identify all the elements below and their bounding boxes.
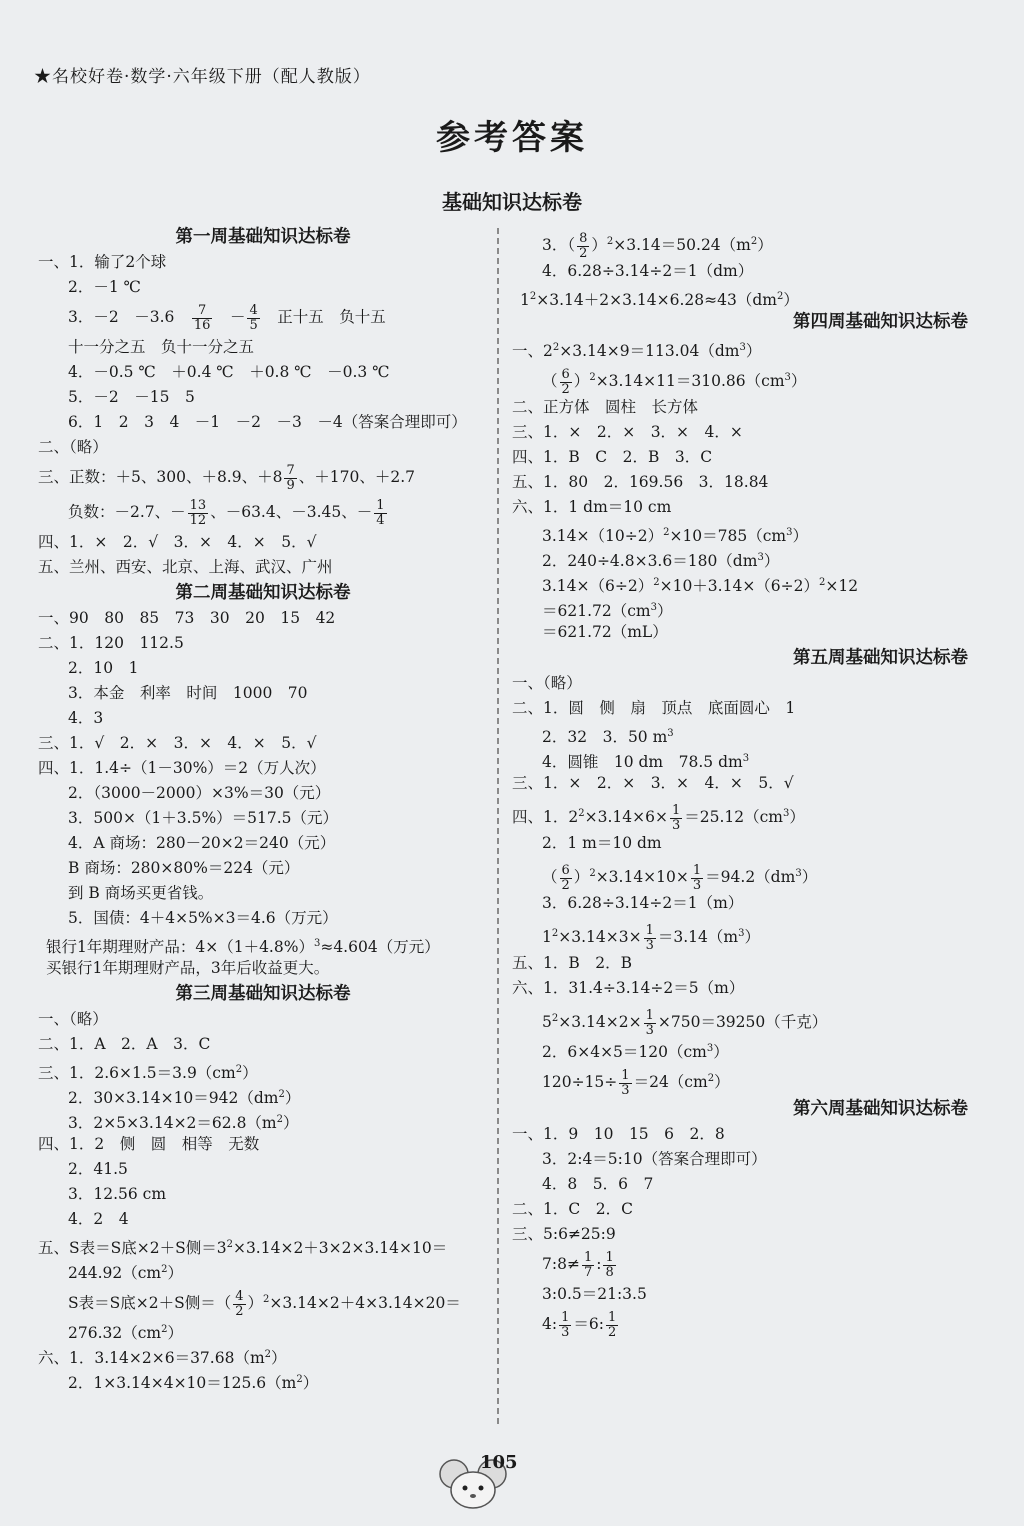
answer-line: 二、1．C 2．C [512,1200,633,1218]
answer-line: （ $\frac{6}{2}$ ）$^2$×3.14×10× $\frac{1}{3}$ $=94.2(dm^3)$ [542,863,818,893]
answer-line: 5．国债：4＋4×5%×3＝4.6（万元） [68,909,338,927]
fraction: $\frac{6}{2}$ [561,367,570,397]
answer-line: 2．（3000－2000）×3%＝30（元） [68,784,331,802]
fraction: $\frac{7}{16}$ [193,302,211,333]
week2-title: 第二周基础知识达标卷 [175,583,351,603]
mouse-mascot-icon [420,1436,530,1516]
fraction: $\frac{6}{2}$ [561,863,570,893]
answer-line: 三、1．√ 2．× 3．× 4．× 5．√ [38,734,317,752]
answer-line: 4．6.28÷3.14÷2＝1（dm） [542,262,754,280]
fraction: $\frac{1}{3}$ [692,863,702,893]
answer-line: 六、1．1 dm＝10 cm [512,498,672,516]
week4-title: 第四周基础知识达标卷 [793,312,968,332]
answer-line: 4．3 [68,709,104,727]
answer-line: 2．$30\times 3.14\times 10=942(dm^2)$ [68,1089,301,1108]
answer-line: S表＝S底×2＋S侧＝（ $\frac{4}{2}$ ）$^2$×3.14×2＋4×3.14×20＝ [68,1289,461,1319]
fraction: $\frac{1}{4}$ [376,497,385,528]
week3-title: 第三周基础知识达标卷 [175,984,351,1004]
answer-line: $1^2\times 3.14+2\times 3.14\times 6.28\approx 43(dm^2)$ [520,291,799,310]
answer-line: 4．2 4 [68,1210,129,1228]
answer-line: 三、1．× 2．× 3．× 4．× [512,423,743,441]
answer-line: 五、兰州、西安、北京、上海、武汉、广州 [38,558,333,576]
answer-line: $276.32(cm^2)$ [68,1324,184,1343]
answer-line: 三、1．$2.6\times 1.5=3.9(cm^2)$ [38,1064,258,1083]
answer-line: $5^2\times 3.14\times 2\times$ $\frac{1}{3}$ ×750＝39250（千克） [542,1008,828,1038]
fraction: $\frac{1}{8}$ [605,1249,614,1280]
answer-line: 二、1．120 112.5 [38,634,184,652]
fraction: $\frac{1}{3}$ [621,1068,630,1098]
fraction: $\frac{1}{2}$ [607,1309,617,1340]
answer-line: 4．A 商场：280－20×2＝240（元） [68,834,336,852]
fraction: $\frac{1}{3}$ [645,923,654,953]
answer-line: 6．1 2 3 4 －1 －2 －3 －4（答案合理即可） [68,413,467,431]
answer-line: 三、正数：＋5、300、＋8.9、＋8 $\frac{7}{9}$ 、＋170、＋2.7 [38,462,415,493]
answer-line: 5．－2 －15 5 [68,388,195,406]
answer-line: $3.14\times(6\div 2)^2\times 10+3.14\times(6\div 2)^2\times 12$ [542,577,859,596]
answer-line: 五、1．B 2．B [512,954,633,972]
answer-line: 一、$2^2\times 3.14\times 9=113.04(dm^3)$ [512,342,762,361]
answer-line: 五、1．80 2．169.56 3．18.84 [512,473,769,491]
fraction: $\frac{1}{3}$ [645,1008,654,1038]
answer-line: 3．2:4＝5:10（答案合理即可） [542,1150,767,1168]
fraction: $\frac{1}{7}$ [583,1249,593,1280]
book-header: ★名校好卷·数学·六年级下册（配人教版） [34,67,371,87]
fraction: $\frac{4}{5}$ [249,302,258,333]
answer-line: 120÷15÷ $\frac{1}{3}$ $=24(cm^2)$ [542,1068,730,1098]
column-divider [497,228,499,1424]
week1-title: 第一周基础知识达标卷 [175,227,351,247]
answer-line: 六、1．$3.14\times 2\times 6=37.68(m^2)$ [38,1349,287,1368]
answer-line: 3．－2 －3.6 $\frac{7}{16}$ － $\frac{4}{5}$ 正十五 负十五 [68,302,386,333]
answer-line: 3．$2\times 5\times 3.14\times 2=62.8(m^2)$ [68,1114,299,1133]
fraction: $\frac{7}{9}$ [286,462,295,493]
answer-line: 3．500×（1＋3.5%）＝517.5（元） [68,809,339,827]
answer-line: 2．－1 ℃ [68,278,141,296]
answer-line: $=621.72(cm^3)$ [542,602,673,621]
week6-title: 第六周基础知识达标卷 [793,1099,968,1119]
answer-line: 2．$1\times 3.14\times 4\times 10=125.6(m^2)$ [68,1374,319,1393]
page-number: 105 [480,1452,518,1473]
answer-line: 二、正方体 圆柱 长方体 [512,398,699,416]
answer-line: 2．1 m＝10 dm [542,834,662,852]
answer-line: 四、1．1.4÷（1－30%）＝2（万人次） [38,759,326,777]
answer-line: $3.14\times(10\div 2)^2\times 10=785(cm^3)$ [542,527,809,546]
left-column [38,224,488,1392]
answer-line: 十一分之五 负十一分之五 [68,338,255,356]
answer-line: 三、5:6≠25:9 [512,1225,616,1243]
week5-title: 第五周基础知识达标卷 [793,648,968,668]
answer-line: $244.92(cm^2)$ [68,1264,184,1283]
answer-line: 买银行1年期理财产品，3年后收益更大。 [46,959,330,977]
fraction: $\frac{4}{2}$ [235,1289,244,1319]
answer-line: 4．－0.5 ℃ ＋0.4 ℃ ＋0.8 ℃ －0.3 ℃ [68,363,390,381]
answer-line: 四、1．2 侧 圆 相等 无数 [38,1135,260,1153]
answer-line: 2．$6\times 4\times 5=120(cm^3)$ [542,1043,729,1062]
answer-line: 四、1．× 2．√ 3．× 4．× 5．√ [38,533,317,551]
answer-line: 2．32 3．50 $m^3$ [542,728,674,747]
answer-line: 3．（ $\frac{8}{2}$ ）$^2\times 3.14=50.24(m^2)$ [542,231,773,261]
fraction: $\frac{1}{3}$ [671,803,681,833]
answer-line: 三、1．× 2．× 3．× 4．× 5．√ [512,774,794,792]
answer-line: 二、1．圆 侧 扇 顶点 底面圆心 1 [512,699,796,717]
answer-line: 2．$240\div 4.8\times 3.6=180(dm^3)$ [542,552,780,571]
answer-line: 4．8 5．6 7 [542,1175,654,1193]
answer-line: 一、（略） [38,1010,108,1028]
answer-line: 4．圆锥 10 dm 78.5 $dm^3$ [542,753,750,772]
fraction: $\frac{13}{12}$ [189,497,207,528]
section-title: 基础知识达标卷 [442,190,582,214]
answer-line: 2．10 1 [68,659,139,677]
answer-line: 3．本金 利率 时间 1000 70 [68,684,308,702]
answer-line: 银行1年期理财产品：$4\times(1+4.8\%)^3\approx 4.604$（万元） [46,938,440,957]
answer-line: 4: $\frac{1}{3}$ ＝6: $\frac{1}{2}$ [542,1309,617,1340]
answer-line: $1^2\times 3.14\times 3\times$ $\frac{1}{3}$ $=3.14(m^3)$ [542,923,760,953]
answer-line: 负数：－2.7、－ $\frac{13}{12}$ 、－63.4、－3.45、－ $\frac{1}{4}$ [68,497,385,528]
answer-line: 一、90 80 85 73 30 20 15 42 [38,609,336,627]
answer-line: 一、1．输了2个球 [38,253,167,271]
answer-line: 六、1．31.4÷3.14÷2＝5（m） [512,979,745,997]
answer-line: （ $\frac{6}{2}$ ）$^2\times 3.14\times 11=310.86(cm^3)$ [542,367,807,397]
right-column [512,224,992,1342]
answer-line: 3．6.28÷3.14÷2＝1（m） [542,894,744,912]
answer-line: ＝621.72（mL） [542,623,668,641]
answer-line: 四、1．$2^2\times 3.14\times 6\times$ $\frac{1}{3}$ $=25.12(cm^3)$ [512,803,805,833]
answer-line: 到 B 商场买更省钱。 [68,884,214,902]
answer-line: 二、1．A 2．A 3．C [38,1035,211,1053]
answer-line: 2．41.5 [68,1160,128,1178]
answer-line: 3:0.5＝21:3.5 [542,1285,647,1303]
fraction: $\frac{1}{3}$ [561,1309,570,1340]
fraction: $\frac{8}{2}$ [579,231,588,261]
answer-line: B 商场：280×80%＝224（元） [68,859,300,877]
answer-line: 3．12.56 cm [68,1185,167,1203]
answer-line: 四、1．B C 2．B 3．C [512,448,713,466]
answer-line: 二、（略） [38,438,108,456]
page-title: 参考答案 [436,118,588,158]
answer-line: 7:8≠ $\frac{1}{7}$ : $\frac{1}{8}$ [542,1249,614,1280]
answer-line: 一、1．9 10 15 6 2．8 [512,1125,725,1143]
answer-line: 一、（略） [512,674,582,692]
answer-line: 五、S表＝S底×2＋S侧$=3^2\times 3.14\times 2+3\times 2\times 3.14\times 10=$ [38,1239,448,1258]
